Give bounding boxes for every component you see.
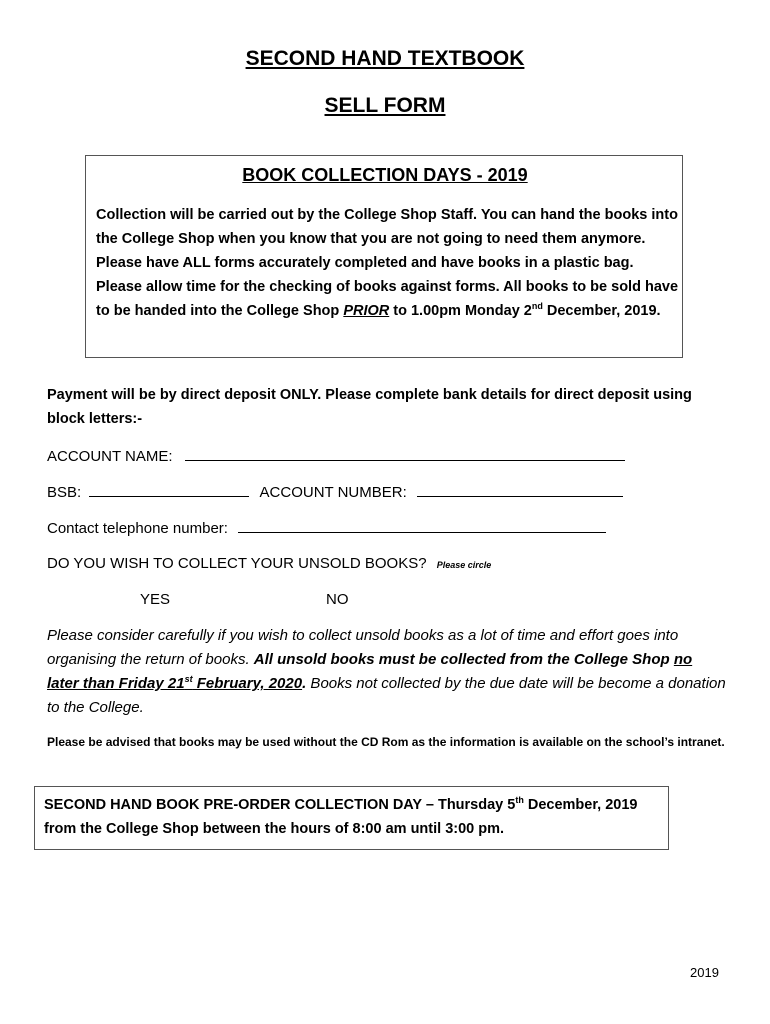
collection-days-box xyxy=(85,155,683,358)
collect-yes-option[interactable]: YES xyxy=(140,591,171,608)
notice-period: . xyxy=(302,675,307,692)
collection-date-suffix: nd xyxy=(531,301,543,312)
collection-text-part2: to 1.00pm Monday 2 xyxy=(389,303,532,319)
prior-emphasis: PRIOR xyxy=(343,303,390,319)
preorder-text xyxy=(44,793,644,841)
bank-details-row xyxy=(47,482,647,501)
page-subtitle: SELL FORM xyxy=(324,94,446,117)
collect-no-option[interactable]: NO xyxy=(326,591,349,608)
bsb-label: BSB: xyxy=(47,484,82,501)
deadline-part2: February, 2020 xyxy=(192,675,303,692)
unsold-notice xyxy=(47,624,727,720)
bsb-field[interactable] xyxy=(89,482,249,497)
account-number-label: ACCOUNT NUMBER: xyxy=(259,484,407,501)
collection-text-part3: December, 2019. xyxy=(542,303,661,319)
preorder-part2: December, 2019 from the College Shop between the hours of 8:00 am until 3:00 pm. xyxy=(44,797,638,837)
account-name-row xyxy=(47,446,647,465)
notice-bold: All unsold books must be collected from the College Shop xyxy=(253,651,674,668)
deadline-suffix: st xyxy=(184,674,193,684)
collection-text-part1: Collection will be carried out by the College Shop Staff. You can hand the books into the College Shop when you know that you are not going to need them anymore. Please have ALL forms accurately completed and have books in a plastic bag. Please allow time for the checking of books against forms. All books to be sold have to be handed into the College Shop xyxy=(96,207,679,319)
collection-days-title: BOOK COLLECTION DAYS - 2019 xyxy=(242,165,528,185)
notice-part2: Books not collected by the due date will be become a donation to the College. xyxy=(47,675,726,716)
footer-year: 2019 xyxy=(690,965,719,980)
notice-part1: Please consider carefully if you wish to collect unsold books as a lot of time and effort goes into organising the return of books. xyxy=(47,627,679,668)
account-number-field[interactable] xyxy=(417,482,623,497)
preorder-part1: SECOND HAND BOOK PRE-ORDER COLLECTION DAY – Thursday 5 xyxy=(44,797,516,813)
collection-days-text xyxy=(96,203,678,323)
phone-label: Contact telephone number: xyxy=(47,520,228,537)
please-circle-hint: Please circle xyxy=(436,560,492,570)
collect-question: DO YOU WISH TO COLLECT YOUR UNSOLD BOOKS? xyxy=(47,555,427,572)
phone-row xyxy=(47,518,647,537)
preorder-suffix: th xyxy=(515,795,524,806)
account-name-field[interactable] xyxy=(185,446,625,461)
collect-question-row xyxy=(47,555,647,572)
preorder-box xyxy=(34,786,669,850)
phone-field[interactable] xyxy=(238,518,606,533)
payment-intro: Payment will be by direct deposit ONLY. Please complete bank details for direct deposit using block letters:- xyxy=(47,387,692,427)
account-name-label: ACCOUNT NAME: xyxy=(47,448,173,465)
cd-rom-advice: Please be advised that books may be used without the CD Rom as the information is available on the school’s intranet. xyxy=(47,735,725,749)
page-title: SECOND HAND TEXTBOOK xyxy=(245,47,525,70)
deadline-part1: no later than Friday 21 xyxy=(47,651,693,692)
